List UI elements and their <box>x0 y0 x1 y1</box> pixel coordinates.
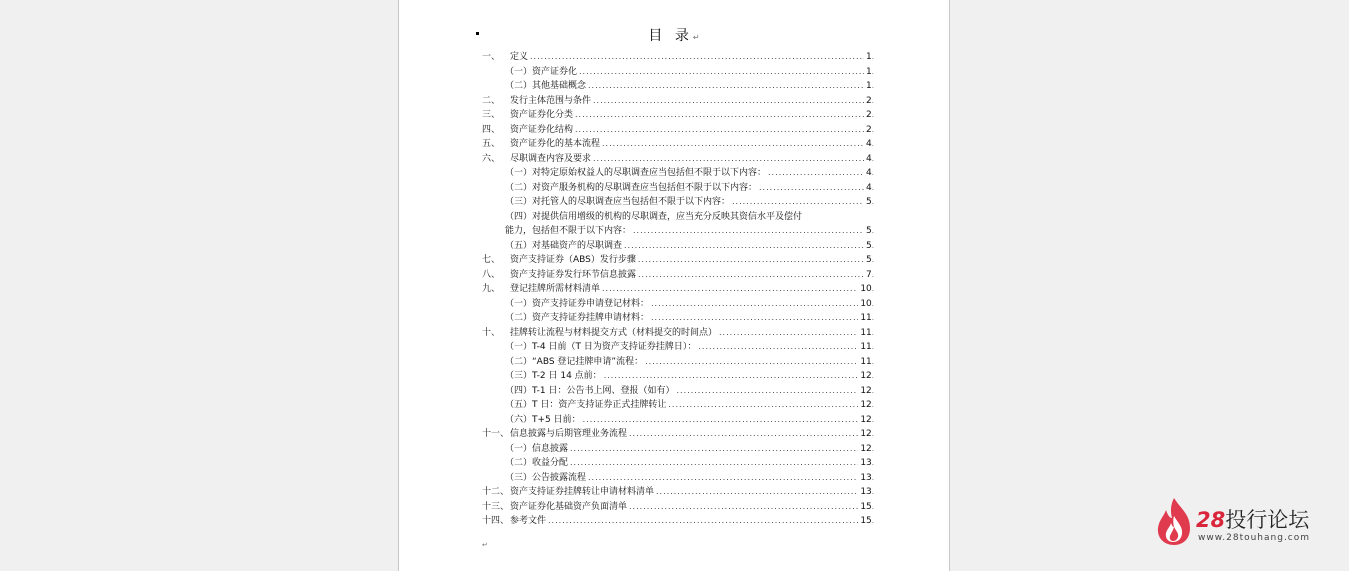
toc-entry-text: 资产证券化的基本流程 <box>510 139 601 149</box>
toc-entry-number: 二、 <box>482 95 501 106</box>
toc-subentry[interactable] <box>482 311 874 326</box>
toc-page-number: 1 . <box>866 79 874 94</box>
toc-subentry[interactable] <box>482 398 874 413</box>
toc-subentry[interactable] <box>482 442 874 457</box>
toc-page-number: 4 . <box>866 166 874 181</box>
toc-entry-text: （一）对特定原始权益人的尽职调查应当包括但不限于以下内容： <box>505 168 767 178</box>
toc-leader-dots <box>656 485 858 500</box>
toc-entry[interactable] <box>482 108 874 123</box>
toc-subentry[interactable] <box>482 239 874 254</box>
toc-entry-text: （二）资产支持证券挂牌申请材料： <box>505 313 650 323</box>
toc-entry-text: （二）收益分配 <box>505 458 569 468</box>
toc-entry-number: 十三、 <box>482 501 510 512</box>
toc-page-number: 12 . <box>860 442 874 457</box>
toc-entry-text: 发行主体范围与条件 <box>510 95 592 106</box>
toc-subentry[interactable] <box>482 79 874 94</box>
toc-entry-number: 十二、 <box>482 487 510 497</box>
table-of-contents <box>482 50 874 529</box>
toc-page-number: 12 . <box>860 398 874 413</box>
toc-page-number: 12 . <box>860 413 874 428</box>
toc-entry-number: 九、 <box>482 284 501 294</box>
toc-entry-text: （二）对资产服务机构的尽职调查应当包括但不限于以下内容： <box>505 182 758 193</box>
document-page <box>398 0 950 571</box>
toc-entry-text: 能力，包括但不限于以下内容： <box>505 226 632 236</box>
toc-leader-dots <box>677 384 859 399</box>
toc-page-number: 2 . <box>866 123 874 138</box>
toc-entry-text: （五）对基础资产的尽职调查 <box>505 240 623 251</box>
toc-page-number: 5 . <box>866 224 874 239</box>
toc-leader-dots <box>575 108 864 123</box>
toc-subentry[interactable] <box>482 471 874 486</box>
toc-page-number: 12 . <box>860 427 874 442</box>
toc-entry-text: （一）T-4 日前（T 日为资产支持证券挂牌日）： <box>505 342 697 352</box>
toc-entry[interactable] <box>482 123 874 138</box>
toc-leader-dots <box>604 369 859 384</box>
paragraph-mark: ↵ <box>692 33 700 42</box>
toc-leader-dots <box>593 152 864 167</box>
toc-leader-dots <box>570 456 858 471</box>
toc-entry-text: （三）T-2 日 14 点前： <box>505 371 602 381</box>
toc-page-number: 5 . <box>866 253 874 268</box>
toc-leader-dots <box>651 297 858 312</box>
toc-page-number: 12 . <box>860 384 874 399</box>
toc-page-number: 11 . <box>860 326 874 341</box>
toc-title <box>399 25 949 45</box>
toc-entry-number: 六、 <box>482 153 501 164</box>
toc-page-number: 4 . <box>866 181 874 196</box>
trailing-paragraph-mark: ↵ <box>482 541 488 549</box>
toc-leader-dots <box>759 181 864 196</box>
toc-page-number: 12 . <box>860 369 874 384</box>
toc-title-text: 目 录 <box>648 28 693 44</box>
toc-entry[interactable] <box>482 282 874 297</box>
toc-leader-dots <box>633 224 864 239</box>
toc-entry-text: （一）资产支持证券申请登记材料： <box>505 298 650 309</box>
toc-entry-number: 十、 <box>482 327 501 338</box>
toc-subentry[interactable] <box>482 166 874 181</box>
toc-subentry[interactable] <box>482 65 874 80</box>
toc-page-number: 7 . <box>866 268 874 283</box>
toc-entry-text: （三）对托管人的尽职调查应当包括但不限于以下内容： <box>505 197 731 207</box>
toc-leader-dots <box>629 500 858 515</box>
toc-page-number: 15 . <box>860 500 874 515</box>
toc-leader-dots <box>588 79 864 94</box>
toc-leader-dots <box>579 65 864 80</box>
toc-entry-text: 资产支持证券（ABS）发行步骤 <box>510 255 636 265</box>
toc-page-number: 11 . <box>860 311 874 326</box>
toc-leader-dots <box>593 94 864 109</box>
toc-entry-number: 四、 <box>482 124 501 135</box>
toc-leader-dots <box>719 326 858 341</box>
toc-leader-dots <box>651 311 858 326</box>
toc-leader-dots <box>732 195 864 210</box>
toc-page-number: 4 . <box>866 152 874 167</box>
toc-page-number: 2 . <box>866 108 874 123</box>
toc-leader-dots <box>624 239 864 254</box>
toc-entry[interactable] <box>482 326 874 341</box>
toc-subentry[interactable] <box>482 297 874 312</box>
toc-entry[interactable] <box>482 500 874 515</box>
toc-leader-dots <box>668 398 858 413</box>
toc-entry-text: 定义 <box>510 52 529 62</box>
toc-page-number: 13 . <box>860 485 874 500</box>
toc-leader-dots <box>575 123 864 138</box>
toc-entry[interactable] <box>482 152 874 167</box>
toc-subentry[interactable] <box>482 181 874 196</box>
toc-entry-text: 资产支持证券挂牌转让申请材料清单 <box>510 487 655 497</box>
toc-entry-number: 十一、 <box>482 429 510 439</box>
toc-leader-dots <box>530 50 864 65</box>
toc-entry-text: （五）T 日：资产支持证券正式挂牌转让 <box>505 400 667 410</box>
toc-page-number: 5 . <box>866 239 874 254</box>
toc-leader-dots <box>645 355 858 370</box>
toc-leader-dots <box>548 514 858 529</box>
toc-entry-text: 资产证券化结构 <box>510 124 574 135</box>
toc-entry-number: 三、 <box>482 110 501 120</box>
toc-page-number: 13 . <box>860 471 874 486</box>
toc-page-number: 10 . <box>860 282 874 297</box>
toc-leader-dots <box>768 166 864 181</box>
toc-entry[interactable] <box>482 137 874 152</box>
toc-entry-text: 资产支持证券发行环节信息披露 <box>510 269 637 280</box>
brand-number: 28 <box>1196 508 1226 532</box>
toc-entry[interactable] <box>482 485 874 500</box>
toc-entry[interactable] <box>482 50 874 65</box>
toc-subentry[interactable] <box>482 340 874 355</box>
toc-page-number: 15 . <box>860 514 874 529</box>
toc-page-number: 13 . <box>860 456 874 471</box>
toc-entry[interactable] <box>482 514 874 529</box>
toc-entry-text: （四）T-1 日：公告书上网、登报（如有） <box>505 385 675 396</box>
toc-subentry[interactable] <box>482 210 874 225</box>
toc-entry-text: 资产证券化基础资产负面清单 <box>510 501 628 512</box>
toc-entry[interactable] <box>482 268 874 283</box>
toc-page-number: 2 . <box>866 94 874 109</box>
toc-leader-dots <box>570 442 858 457</box>
toc-entry[interactable] <box>482 94 874 109</box>
toc-entry-text: 参考文件 <box>510 516 547 526</box>
toc-entry[interactable] <box>482 427 874 442</box>
toc-entry-number: 一、 <box>482 52 501 62</box>
toc-entry[interactable] <box>482 253 874 268</box>
toc-subentry[interactable] <box>482 224 874 239</box>
toc-page-number: 5 . <box>866 195 874 210</box>
toc-entry-text: 挂牌转让流程与材料提交方式（材料提交的时间点） <box>510 327 718 338</box>
toc-entry-text: 尽职调查内容及要求 <box>510 153 592 164</box>
toc-subentry[interactable] <box>482 456 874 471</box>
toc-subentry[interactable] <box>482 355 874 370</box>
toc-leader-dots <box>629 427 858 442</box>
toc-page-number: 11 . <box>860 340 874 355</box>
toc-page-number: 4 . <box>866 137 874 152</box>
toc-leader-dots <box>638 253 864 268</box>
toc-leader-dots <box>583 413 859 428</box>
toc-entry-text: （二）其他基础概念 <box>505 81 587 91</box>
toc-page-number: 1 . <box>866 65 874 80</box>
toc-leader-dots <box>588 471 858 486</box>
toc-entry-text: （三）公告披露流程 <box>505 472 587 483</box>
toc-leader-dots <box>602 137 864 152</box>
toc-subentry[interactable] <box>482 384 874 399</box>
toc-entry-text: （二）“ABS 登记挂牌申请”流程： <box>505 356 644 367</box>
toc-entry-text: （一）资产证券化 <box>505 66 578 77</box>
toc-subentry[interactable] <box>482 369 874 384</box>
toc-entry-number: 五、 <box>482 139 501 149</box>
toc-leader-dots <box>638 268 864 283</box>
brand-url: www.28touhang.com <box>1198 533 1311 543</box>
toc-subentry[interactable] <box>482 413 874 428</box>
toc-page-number: 11 . <box>860 355 874 370</box>
toc-entry-text: 资产证券化分类 <box>510 110 574 120</box>
site-watermark <box>1154 496 1334 548</box>
toc-subentry[interactable] <box>482 195 874 210</box>
toc-entry-text: （一）信息披露 <box>505 443 569 454</box>
toc-leader-dots <box>602 282 858 297</box>
toc-entry-number: 七、 <box>482 255 501 265</box>
toc-page-number: 10 . <box>860 297 874 312</box>
toc-entry-number: 八、 <box>482 269 501 280</box>
flame-logo-icon <box>1154 496 1194 546</box>
toc-leader-dots <box>698 340 858 355</box>
toc-entry-text: 登记挂牌所需材料清单 <box>510 284 601 294</box>
toc-entry-text: （六）T+5 日前： <box>505 414 581 425</box>
toc-entry-number: 十四、 <box>482 516 510 526</box>
brand-text: 投行论坛 <box>1225 508 1310 532</box>
toc-entry-text: 信息披露与后期管理业务流程 <box>510 429 628 439</box>
brand-name <box>1196 504 1309 534</box>
toc-page-number: 1 . <box>866 50 874 65</box>
toc-entry-text: （四）对提供信用增级的机构的尽职调查，应当充分反映其资信水平及偿付 <box>505 211 803 222</box>
